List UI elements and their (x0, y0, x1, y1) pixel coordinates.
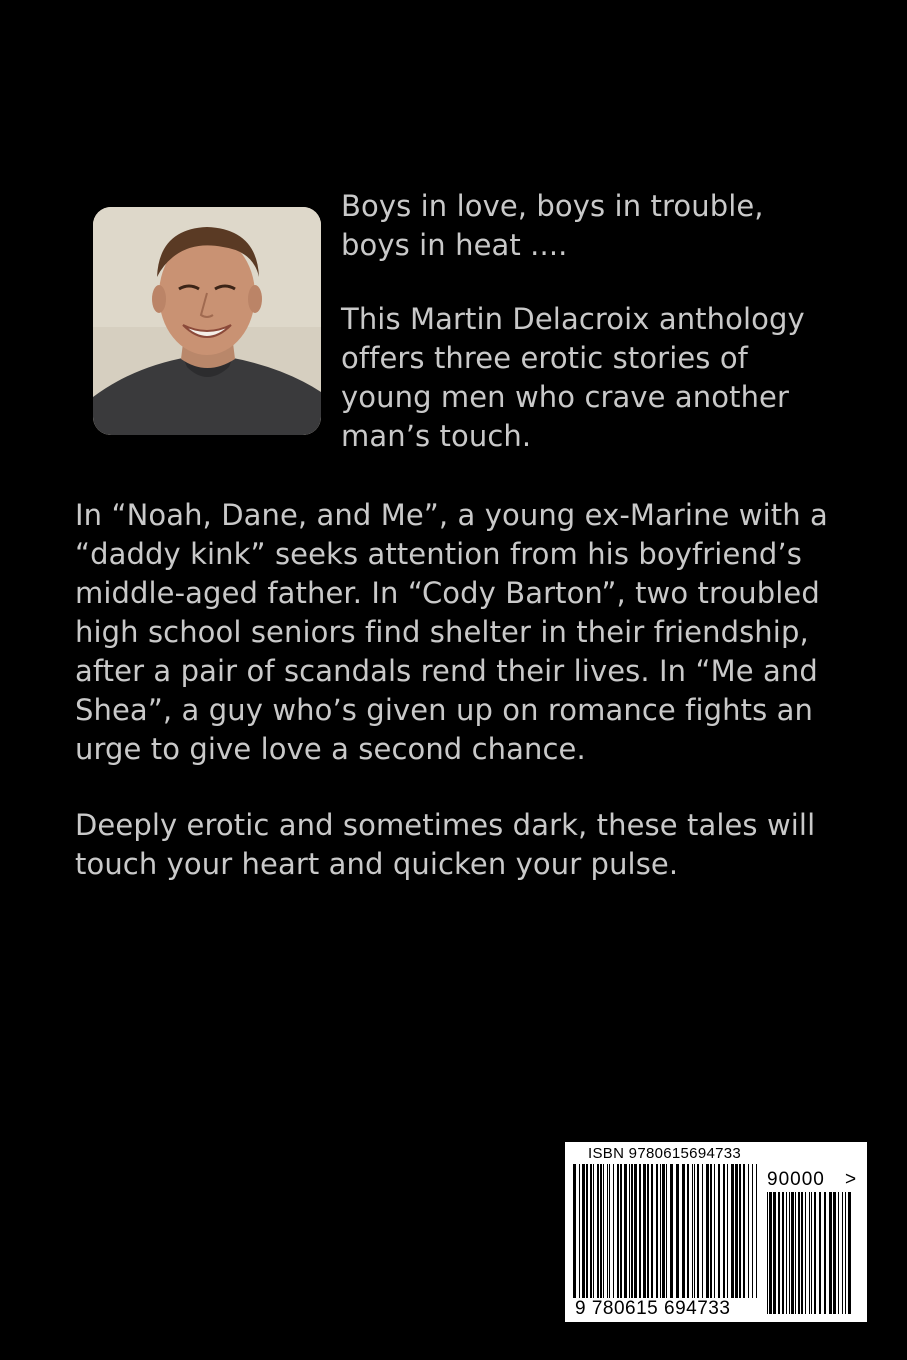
barcode-bar (639, 1164, 641, 1298)
barcode-bar (682, 1164, 685, 1298)
barcode-bar (582, 1164, 585, 1298)
barcode-bar (590, 1164, 592, 1298)
barcode-bar (752, 1164, 753, 1298)
barcode-bar (706, 1164, 709, 1298)
barcode-bar (829, 1192, 832, 1314)
price-addon-bars (767, 1192, 857, 1314)
ean-barcode-bars (573, 1164, 763, 1298)
barcode-bar (676, 1164, 679, 1298)
barcode-bar (697, 1164, 699, 1298)
barcode-bar (778, 1192, 780, 1314)
barcode-bar (748, 1164, 749, 1298)
barcode-bar (702, 1164, 703, 1298)
barcode-bar (694, 1164, 695, 1298)
stories-paragraph: In “Noah, Dane, and Me”, a young ex-Marine with a “daddy kink” seeks attention from his boyfriend’s middle-aged father. In “Cody Barton”, two troubled high school seniors find shelter in their friendship, after a pair of scandals rend their lives. In “Me and Shea”, a guy who’s given up on romance fights an urge to give love a second chance. (75, 498, 828, 766)
barcode-bar (718, 1164, 720, 1298)
barcode-bar (842, 1192, 843, 1314)
barcode-bar (710, 1164, 712, 1298)
barcode-bar (767, 1192, 768, 1314)
barcode-bar (838, 1192, 839, 1314)
barcode-bar (798, 1192, 800, 1314)
barcode-bar (805, 1192, 806, 1314)
barcode-bar (597, 1164, 599, 1298)
barcode-bar (651, 1164, 653, 1298)
barcode-bar (600, 1164, 602, 1298)
barcode-bar (617, 1164, 619, 1298)
isbn-label: ISBN 9780615694733 (588, 1145, 742, 1162)
barcode-bar (579, 1164, 580, 1298)
barcode-bar (735, 1164, 738, 1298)
barcode-bar (756, 1164, 757, 1298)
barcode-bar (723, 1164, 725, 1298)
barcode-bar (647, 1164, 649, 1298)
barcode-bar (773, 1192, 776, 1314)
isbn-barcode (565, 1142, 867, 1322)
barcode-bar (609, 1164, 610, 1298)
barcode-bar (848, 1192, 851, 1314)
barcode-bar (660, 1164, 661, 1298)
barcode-bar (586, 1164, 588, 1298)
barcode-bar (631, 1164, 633, 1298)
closing-paragraph: Deeply erotic and sometimes dark, these tales will touch your heart and quicken your pulse. (75, 808, 816, 881)
price-code: 90000 (767, 1169, 825, 1190)
barcode-bar (607, 1164, 608, 1298)
barcode-bar (743, 1164, 745, 1298)
barcode-bar (603, 1164, 604, 1298)
barcode-bar (620, 1164, 622, 1298)
intro-paragraph: This Martin Delacroix anthology offers three erotic stories of young men who crave another man’s touch. (341, 302, 805, 453)
barcode-bar (801, 1192, 803, 1314)
tagline-text: Boys in love, boys in trouble, boys in heat .... (341, 189, 764, 262)
barcode-bar (656, 1164, 658, 1298)
barcode-bar (670, 1164, 673, 1298)
barcode-bar (714, 1164, 715, 1298)
barcode-bar (739, 1164, 741, 1298)
barcode-bar (687, 1164, 689, 1298)
barcode-bar (613, 1164, 614, 1298)
barcode-bar (573, 1164, 576, 1298)
barcode-bar (629, 1164, 630, 1298)
barcode-bar (782, 1192, 784, 1314)
barcode-bar (845, 1192, 846, 1314)
barcode-bar (811, 1192, 812, 1314)
barcode-bar (727, 1164, 728, 1298)
barcode-bar (819, 1192, 821, 1314)
barcode-bar (786, 1192, 787, 1314)
barcode-bar (833, 1192, 836, 1314)
barcode-bar (662, 1164, 665, 1298)
price-arrow: > (845, 1169, 857, 1190)
barcode-bar (692, 1164, 693, 1298)
barcode-bar (593, 1164, 594, 1298)
barcode-bar (809, 1192, 810, 1314)
barcode-bar (634, 1164, 637, 1298)
barcode-bar (814, 1192, 816, 1314)
barcode-digits: 9 780615 694733 (575, 1298, 731, 1319)
barcode-bar (643, 1164, 646, 1298)
barcode-bar (769, 1192, 772, 1314)
author-photo (93, 207, 321, 435)
barcode-bar (624, 1164, 627, 1298)
barcode-bar (791, 1192, 794, 1314)
barcode-bar (795, 1192, 796, 1314)
barcode-bar (666, 1164, 667, 1298)
barcode-bar (824, 1192, 826, 1314)
barcode-bar (731, 1164, 734, 1298)
barcode-bar (789, 1192, 790, 1314)
